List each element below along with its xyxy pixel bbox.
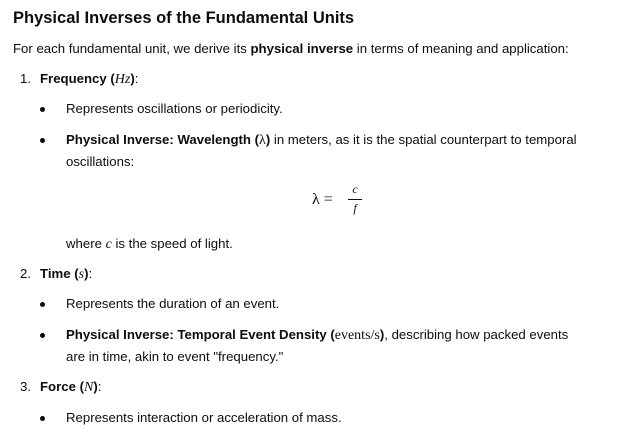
- inverse-symbol: λ: [259, 133, 266, 148]
- bullet-dot: [40, 107, 45, 112]
- bullet-item: Represents interaction or acceleration of mass.: [66, 410, 342, 425]
- intro-text: For each fundamental unit, we derive its: [13, 41, 251, 56]
- inverse-label: Physical Inverse: [66, 327, 170, 342]
- item-number: 1.: [20, 71, 31, 86]
- bullet-dot: [40, 138, 45, 143]
- inverse-symbol: events/s: [334, 328, 380, 343]
- equation-lhs: λ =: [312, 191, 333, 208]
- list-item-frequency: 1. Frequency (Hz):: [20, 71, 139, 87]
- inverse-name: Wavelength (: [177, 132, 260, 147]
- note-variable: c: [105, 237, 112, 252]
- bullet-item: Represents the duration of an event.: [66, 296, 280, 311]
- bullet-dot: [40, 416, 45, 421]
- item-name: Frequency: [40, 71, 107, 86]
- item-unit: s: [78, 267, 85, 282]
- item-unit: N: [84, 380, 94, 395]
- list-item-time: 2. Time (s):: [20, 266, 93, 282]
- item-name: Force: [40, 379, 76, 394]
- item-number: 2.: [20, 266, 31, 281]
- inverse-label: Physical Inverse: [66, 132, 170, 147]
- equation-note: where c is the speed of light.: [66, 236, 233, 252]
- bullet-dot: [40, 333, 45, 338]
- intro-bold: physical inverse: [250, 41, 354, 56]
- list-item-force: 3. Force (N):: [20, 379, 102, 395]
- inverse-description-cont: are in time, akin to event "frequency.": [66, 349, 284, 364]
- item-name: Time: [40, 266, 71, 281]
- equation-denominator: f: [353, 201, 357, 215]
- equation-numerator: c: [352, 182, 358, 196]
- inverse-description: , describing how packed events: [384, 327, 569, 342]
- bullet-item-inverse: Physical Inverse: Temporal Event Density (events/s), describing how packed events: [66, 327, 569, 343]
- bullet-item: Represents oscillations or periodicity.: [66, 101, 283, 116]
- page-title: Physical Inverses of the Fundamental Units: [13, 9, 355, 27]
- bullet-dot: [40, 302, 45, 307]
- intro-text-end: in terms of meaning and application:: [353, 41, 569, 56]
- item-unit: Hz: [114, 72, 131, 87]
- bullet-item-inverse: Physical Inverse: Wavelength (λ) in meters, as it is the spatial counterpart to temporal: [66, 132, 577, 148]
- inverse-description-cont: oscillations:: [66, 154, 135, 169]
- fraction-bar: [348, 199, 362, 200]
- intro-paragraph: [13, 39, 569, 59]
- equation-wavelength: [312, 182, 372, 222]
- inverse-name: Temporal Event Density (: [177, 327, 335, 342]
- item-number: 3.: [20, 379, 31, 394]
- inverse-description: in meters, as it is the spatial counterpart to temporal: [270, 132, 577, 147]
